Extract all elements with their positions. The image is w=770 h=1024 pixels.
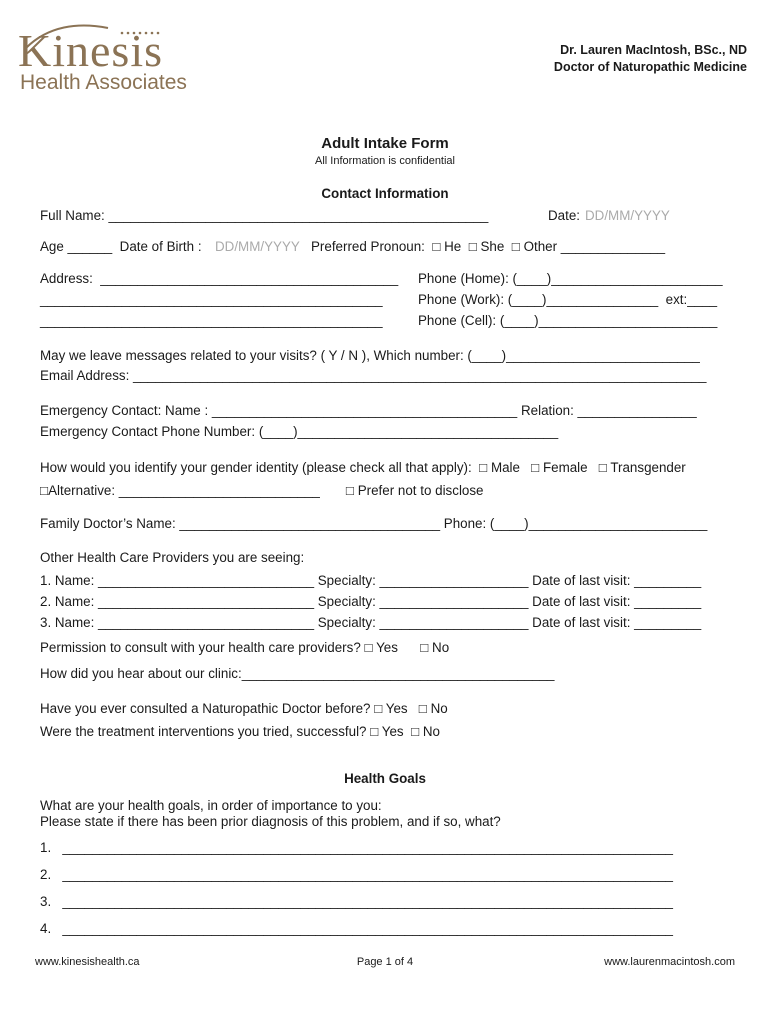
health-goal-line-2[interactable]: 2. __________________________________________________________________________________: [40, 867, 674, 882]
provider-row-3[interactable]: 3. Name: _____________________________ Specialty: ____________________ Date of last visit: _________: [40, 615, 702, 630]
emergency-contact-field[interactable]: Emergency Contact: Name : _________________________________________ Relation: ________________: [40, 403, 697, 418]
phone-work-field[interactable]: Phone (Work): (____)_______________ ext:____: [418, 292, 718, 307]
address-line-2[interactable]: ______________________________________________: [40, 292, 383, 307]
doctor-title: Doctor of Naturopathic Medicine: [553, 60, 747, 74]
heard-about-field[interactable]: How did you hear about our clinic:__________________________________________: [40, 666, 555, 681]
logo-tagline: Health Associates: [20, 71, 187, 94]
gender-checkboxes[interactable]: How would you identify your gender identity (please check all that apply): □ Male □ Female □ Transgender: [40, 460, 686, 475]
clinic-logo: [18, 22, 218, 94]
health-goals-question-1: What are your health goals, in order of importance to you:: [40, 798, 382, 813]
gender-checkboxes-2[interactable]: □Alternative: ___________________________ □ Prefer not to disclose: [40, 483, 484, 498]
footer-website-left[interactable]: www.kinesishealth.ca: [35, 956, 140, 968]
phone-home-field[interactable]: Phone (Home): (____)_______________________: [418, 271, 723, 286]
dob-field[interactable]: DD/MM/YYYY: [215, 239, 300, 254]
health-goal-line-3[interactable]: 3. __________________________________________________________________________________: [40, 894, 674, 909]
emergency-phone-field[interactable]: Emergency Contact Phone Number: (____)___________________________________: [40, 424, 559, 439]
address-line-3[interactable]: ______________________________________________: [40, 313, 383, 328]
age-dob-label[interactable]: Age ______ Date of Birth :: [40, 239, 202, 254]
email-field[interactable]: Email Address: _____________________________________________________________________________: [40, 368, 707, 383]
treatment-checkboxes[interactable]: Were the treatment interventions you tried, successful? □ Yes □ No: [40, 724, 440, 739]
health-goal-line-1[interactable]: 1. __________________________________________________________________________________: [40, 840, 674, 855]
family-doctor-field[interactable]: Family Doctor’s Name: ___________________________________ Phone: (____)________________________: [40, 516, 708, 531]
phone-cell-field[interactable]: Phone (Cell): (____)________________________: [418, 313, 718, 328]
health-goals-question-2: Please state if there has been prior diagnosis of this problem, and if so, what?: [40, 814, 501, 829]
doctor-name: Dr. Lauren MacIntosh, BSc., ND: [560, 43, 747, 57]
footer-website-right[interactable]: www.laurenmacintosh.com: [604, 956, 735, 968]
messages-field[interactable]: May we leave messages related to your visits? ( Y / N ), Which number: (____)__________________________: [40, 348, 700, 363]
provider-row-2[interactable]: 2. Name: _____________________________ Specialty: ____________________ Date of last visit: _________: [40, 594, 702, 609]
pronoun-field[interactable]: Preferred Pronoun: □ He □ She □ Other ______________: [311, 239, 666, 254]
form-subtitle: All Information is confidential: [314, 155, 455, 167]
form-title: Adult Intake Form: [321, 135, 449, 152]
contact-heading: Contact Information: [321, 186, 449, 201]
address-line-1[interactable]: Address: ________________________________________: [40, 271, 399, 286]
naturopath-checkboxes[interactable]: Have you ever consulted a Naturopathic Doctor before? □ Yes □ No: [40, 701, 448, 716]
provider-row-1[interactable]: 1. Name: _____________________________ Specialty: ____________________ Date of last visit: _________: [40, 573, 702, 588]
date-label: Date:: [548, 208, 581, 223]
permission-checkboxes[interactable]: Permission to consult with your health care providers? □ Yes □ No: [40, 640, 450, 655]
logo-name: Kinesis: [18, 25, 163, 76]
health-goal-line-4[interactable]: 4. __________________________________________________________________________________: [40, 921, 674, 936]
health-goals-heading: Health Goals: [344, 771, 426, 786]
full-name-field[interactable]: Full Name: ___________________________________________________: [40, 208, 489, 223]
footer-page-number: Page 1 of 4: [356, 956, 414, 968]
date-field[interactable]: DD/MM/YYYY: [585, 208, 670, 223]
providers-heading: Other Health Care Providers you are seeing:: [40, 550, 305, 565]
